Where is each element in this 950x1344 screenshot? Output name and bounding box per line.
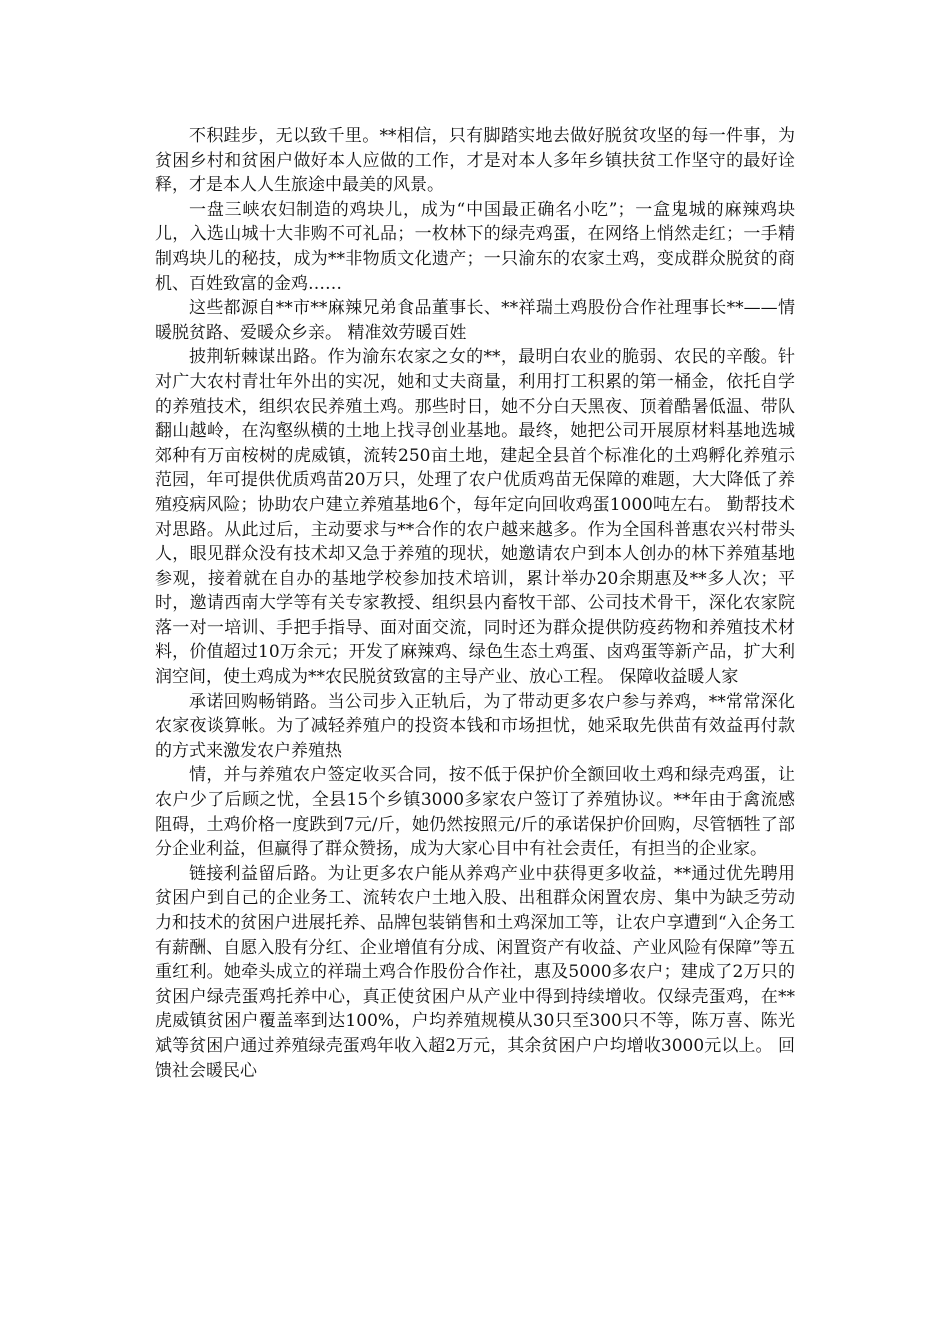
paragraph-5: 承诺回购畅销路。当公司步入正轨后，为了带动更多农户参与养鸡，**常常深化农家夜谈算帐。为了减轻养殖户的投资本钱和市场担忧，她采取先供苗有效益再付款的方式来激发农户养殖热 (155, 691, 795, 761)
paragraph-4: 披荆斩棘谋出路。作为渝东农家之女的**，最明白农业的脆弱、农民的辛酸。针对广大农村青壮年外出的实况，她和丈夫商量，利用打工积累的第一桶金，依托自学的养殖技术，组织农民养殖土鸡。那些时日，她不分白天黑夜、顶着酷暑低温、带队翻山越岭，在沟壑纵横的土地上找寻创业基地。最终，她把公司开展原材料基地选城郊种有万亩桉树的虎威镇，流转250亩土地，建起全县首个标准化的土鸡孵化养殖示范园，年可提供优质鸡苗20万只，处理了农户优质鸡苗无保障的难题，大大降低了养殖疫病风险；协助农户建立养殖基地6个，每年定向回收鸡蛋1000吨左右。 勤帮技术对思路。从此过后，主动要求与**合作的农户越来越多。作为全国科普惠农兴村带头人，眼见群众没有技术却又急于养殖的现状，她邀请农户到本人创办的林下养殖基地参观，接着就在自办的基地学校参加技术培训，累计举办20余期惠及**多人次；平时，邀请西南大学等有关专家教授、组织县内畜牧干部、公司技术骨干，深化农家院落一对一培训、手把手指导、面对面交流，同时还为群众提供防疫药物和养殖技术材料，价值超过10万余元；开发了麻辣鸡、绿色生态土鸡蛋、卤鸡蛋等新产品，扩大利润空间，使土鸡成为**农民脱贫致富的主导产业、放心工程。 保障收益暖人家 (155, 347, 795, 688)
paragraph-6: 情，并与养殖农户签定收买合同，按不低于保护价全额回收土鸡和绿壳鸡蛋，让农户少了后顾之忧，全县15个乡镇3000多家农户签订了养殖协议。**年由于禽流感阻碍，土鸡价格一度跌到7元/斤，她仍然按照元/斤的承诺保护价回购，尽管牺牲了部分企业利益，但赢得了群众赞扬，成为大家心目中有社会责任，有担当的企业家。 (155, 765, 795, 860)
document-body (155, 124, 795, 1083)
paragraph-3: 这些都源自**市**麻辣兄弟食品董事长、**祥瑞土鸡股份合作社理事长**——情暖脱贫路、爱暖众乡亲。 精准效劳暖百姓 (155, 298, 795, 343)
paragraph-2: 一盘三峡农妇制造的鸡块儿，成为“中国最正确名小吃”；一盒鬼城的麻辣鸡块儿，入选山城十大非购不可礼品；一枚林下的绿壳鸡蛋，在网络上悄然走红；一手精制鸡块儿的秘技，成为**非物质文化遗产；一只渝东的农家土鸡，变成群众脱贫的商机、百姓致富的金鸡…… (155, 199, 795, 294)
paragraph-7: 链接利益留后路。为让更多农户能从养鸡产业中获得更多收益，**通过优先聘用贫困户到自己的企业务工、流转农户土地入股、出租群众闲置农房、集中为缺乏劳动力和技术的贫困户进展托养、品牌包装销售和土鸡深加工等，让农户享遭到“入企务工有薪酬、自愿入股有分红、企业增值有分成、闲置资产有收益、产业风险有保障”等五重红利。她牵头成立的祥瑞土鸡合作股份合作社，惠及5000多农户；建成了2万只的贫困户绿壳蛋鸡托养中心，真正使贫困户从产业中得到持续增收。仅绿壳蛋鸡，在**虎威镇贫困户覆盖率到达100%，户均养殖规模从30只至300只不等，陈万喜、陈光斌等贫困户通过养殖绿壳蛋鸡年收入超2万元，其余贫困户户均增收3000元以上。 回馈社会暖民心 (155, 863, 795, 1081)
paragraph-1: 不积跬步，无以致千里。**相信，只有脚踏实地去做好脱贫攻坚的每一件事，为贫困乡村和贫困户做好本人应做的工作，才是对本人多年乡镇扶贫工作坚守的最好诠释，才是本人人生旅途中最美的风景。 (155, 126, 795, 196)
